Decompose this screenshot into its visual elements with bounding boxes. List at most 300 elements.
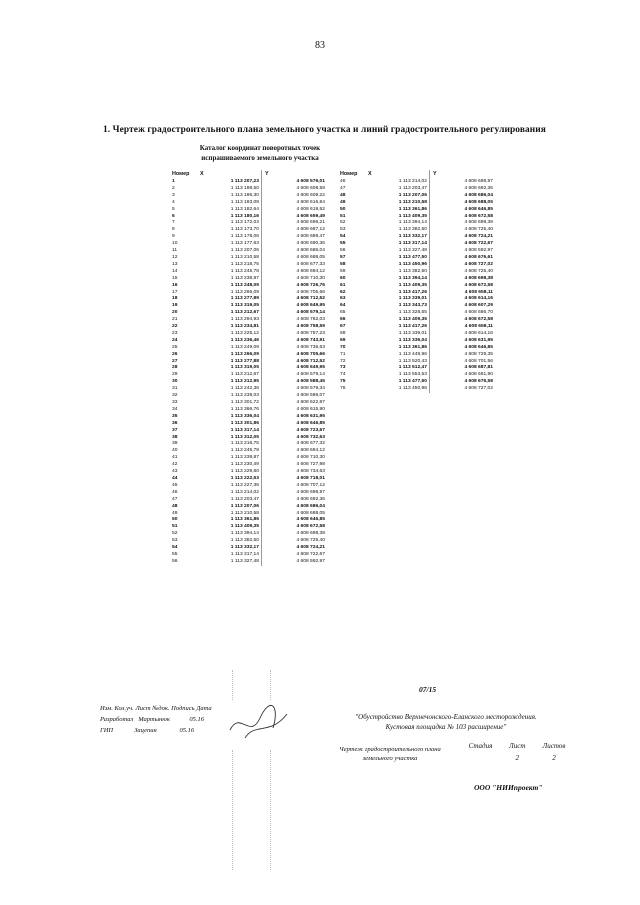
table-row [172,552,325,559]
x-coordinate: 1 113 294,93 [200,317,262,324]
point-number: 53 [340,227,346,233]
table-row [172,476,325,483]
point-number: 60 [340,275,346,281]
x-coordinate: 1 113 229,60 [200,469,262,476]
point-number: 18 [172,296,178,302]
y-coordinate: 4 608 734,63 [296,469,325,475]
point-number: 56 [172,558,178,564]
x-coordinate: 1 113 520,43 [368,359,430,366]
developer-name: Мартынюк [138,716,170,723]
y-coordinate: 4 608 579,34 [296,386,325,392]
x-coordinate: 1 113 449,96 [368,352,430,359]
header-x: X [368,170,430,179]
y-coordinate: 4 608 631,95 [464,337,493,343]
point-number: 35 [172,413,178,419]
y-coordinate: 4 608 646,85 [464,344,493,350]
drawing-name [315,745,465,763]
table-row [172,269,325,276]
y-coordinate: 4 608 698,38 [464,220,493,226]
table-row [172,421,325,428]
y-coordinate: 4 608 724,21 [464,234,493,240]
y-coordinate: 4 608 694,12 [296,448,325,454]
x-coordinate: 1 113 218,75 [200,262,262,269]
x-coordinate: 1 113 236,46 [200,338,262,345]
x-coordinate: 1 113 210,58 [368,200,430,207]
x-coordinate: 1 113 332,17 [200,545,262,552]
x-coordinate: 1 113 382,50 [368,227,430,234]
y-coordinate: 4 608 631,95 [296,413,325,419]
developer-row [100,714,212,725]
point-number: 72 [340,358,346,364]
y-coordinate: 4 608 676,61 [464,254,493,260]
y-coordinate: 4 608 725,40 [296,538,325,544]
y-coordinate: 4 608 677,33 [296,261,325,267]
sheet-values-row [463,754,572,762]
point-number: 28 [172,365,178,371]
y-coordinate: 4 608 743,91 [296,337,325,343]
point-number: 56 [340,248,346,254]
point-number: 68 [340,330,346,336]
y-coordinate: 4 608 658,11 [464,289,493,295]
divider-dots [232,670,234,700]
y-coordinate: 4 608 661,90 [464,372,493,378]
x-coordinate: 1 113 212,67 [200,310,262,317]
x-coordinate: 1 113 186,30 [200,193,262,200]
point-number: 62 [340,289,346,295]
table-row [172,283,325,290]
project-name [326,712,566,732]
y-coordinate: 4 608 710,30 [296,455,325,461]
sheets-label: Листов [542,742,566,750]
point-number: 5 [172,206,175,212]
x-coordinate: 1 113 277,88 [200,359,262,366]
organization-name: ООО "НИИпроект" [474,783,543,792]
point-number: 52 [340,220,346,226]
point-number: 30 [172,379,178,385]
point-number: 40 [172,448,178,454]
table-row [172,469,325,476]
x-coordinate: 1 113 312,05 [200,435,262,442]
point-number: 52 [172,531,178,537]
stamp-header-row: Изм. Кол.уч. Лист №док. Подпись Дата [100,705,212,712]
y-coordinate: 4 608 698,97 [464,179,493,184]
y-coordinate: 4 608 659,49 [296,213,325,219]
y-coordinate: 4 608 619,52 [296,206,325,212]
x-coordinate: 1 113 230,49 [200,462,262,469]
x-coordinate: 1 113 394,14 [368,276,430,283]
y-coordinate: 4 608 579,14 [296,372,325,378]
y-coordinate: 4 608 722,67 [296,551,325,557]
y-coordinate: 4 608 694,12 [296,268,325,274]
table-row [172,207,325,214]
y-coordinate: 4 608 592,97 [296,558,325,564]
point-number: 20 [172,310,178,316]
point-number: 21 [172,317,178,323]
point-number: 36 [172,420,178,426]
x-coordinate: 1 113 366,76 [200,407,262,414]
y-coordinate: 4 608 725,40 [464,227,493,233]
table-row [340,338,493,345]
y-coordinate: 4 608 762,03 [296,317,325,323]
y-coordinate: 4 608 688,05 [296,510,325,516]
point-number: 49 [340,199,346,205]
point-number: 26 [172,351,178,357]
x-coordinate: 1 113 245,78 [200,269,262,276]
page-number: 83 [315,40,325,51]
x-coordinate: 1 113 394,14 [368,220,430,227]
divider-dots [270,670,272,700]
point-number: 12 [172,254,178,260]
point-number: 17 [172,289,178,295]
x-coordinate: 1 113 343,73 [368,303,430,310]
x-coordinate: 1 113 242,36 [200,386,262,393]
point-number: 63 [340,296,346,302]
y-coordinate: 4 608 687,12 [296,227,325,233]
table-row [172,179,325,186]
x-coordinate: 1 113 227,36 [200,483,262,490]
x-coordinate: 1 113 301,86 [200,421,262,428]
y-coordinate: 4 608 586,07 [296,393,325,399]
point-number: 13 [172,261,178,267]
y-coordinate: 4 608 586,70 [464,310,493,316]
x-coordinate: 1 113 178,06 [200,234,262,241]
header-y: Y [265,171,269,178]
point-number: 27 [172,358,178,364]
x-coordinate: 1 113 214,02 [368,179,430,186]
x-coordinate: 1 113 210,58 [200,511,262,518]
point-number: 33 [172,400,178,405]
x-coordinate: 1 113 173,70 [200,227,262,234]
point-number: 6 [172,213,175,219]
point-number: 25 [172,344,178,350]
table-row [172,504,325,511]
gip-row [100,725,212,736]
x-coordinate: 1 113 301,72 [200,400,262,407]
table-row [340,276,493,283]
y-coordinate: 4 608 724,21 [296,545,325,551]
y-coordinate: 4 608 712,52 [296,296,325,302]
x-coordinate: 1 113 394,14 [200,531,262,538]
x-coordinate: 1 113 225,12 [200,331,262,338]
x-coordinate: 1 113 361,86 [368,207,430,214]
table-row [340,255,493,262]
y-coordinate: 4 608 729,35 [464,351,493,357]
x-coordinate: 1 113 317,14 [200,552,262,559]
y-coordinate: 4 608 732,63 [296,434,325,440]
x-coordinate: 1 113 266,09 [200,352,262,359]
point-number: 54 [172,545,178,551]
gip-date: 05.16 [179,727,195,734]
y-coordinate: 4 608 727,02 [464,261,493,267]
table-row [340,283,493,290]
point-number: 47 [172,496,178,502]
table-row [340,193,493,200]
table-row [172,490,325,497]
y-coordinate: 4 608 676,58 [464,379,493,385]
sheet-info [463,742,572,762]
point-number: 66 [340,317,346,323]
y-coordinate: 4 608 646,85 [464,206,493,212]
header-y: Y [433,171,437,178]
signature-block [100,703,212,736]
x-coordinate: 1 113 207,23 [200,179,262,186]
document-code: 07/15 [419,685,437,694]
table-row [340,331,493,338]
sheets-value: 2 [552,754,556,762]
point-number: 42 [172,462,178,468]
point-number: 10 [172,241,178,247]
point-number: 9 [172,234,175,240]
table-row [340,186,493,193]
handwritten-signature [225,700,295,745]
gip-role: ГИП [100,727,114,734]
point-number: 2 [172,185,175,191]
table-row [172,262,325,269]
y-coordinate: 4 608 707,12 [296,482,325,488]
x-coordinate: 1 113 245,78 [200,448,262,455]
x-coordinate: 1 113 327,48 [368,248,430,255]
point-number: 57 [340,254,346,260]
y-coordinate: 4 608 727,02 [464,386,493,392]
point-number: 15 [172,275,178,281]
point-number: 24 [172,337,178,343]
point-number: 75 [340,379,346,385]
table-row [172,407,325,414]
stage-label: Стадия [468,742,493,750]
drawing-name-line-2: земельного участка [362,755,418,762]
coordinates-table-right [340,170,493,393]
point-number: 67 [340,324,346,330]
y-coordinate: 4 608 672,58 [464,282,493,288]
point-number: 53 [172,538,178,544]
y-coordinate: 4 608 718,01 [296,475,325,481]
point-number: 23 [172,330,178,336]
point-number: 54 [340,234,346,240]
x-coordinate: 1 113 188,50 [200,186,262,193]
y-coordinate: 4 608 677,32 [296,441,325,447]
x-coordinate: 1 113 277,89 [200,296,262,303]
x-coordinate: 1 113 361,86 [368,345,430,352]
x-coordinate: 1 113 234,81 [200,324,262,331]
x-coordinate: 1 113 336,04 [200,414,262,421]
y-coordinate: 4 608 616,84 [296,199,325,205]
table-row [172,400,325,407]
point-number: 50 [172,517,178,523]
point-number: 69 [340,337,346,343]
x-coordinate: 1 113 238,87 [200,455,262,462]
y-coordinate: 4 608 592,97 [464,248,493,254]
point-number: 71 [340,351,346,357]
y-coordinate: 4 608 723,67 [296,427,325,433]
header-number: Номер [172,171,190,178]
point-number: 46 [172,489,178,495]
y-coordinate: 4 608 672,58 [464,213,493,219]
point-number: 49 [172,510,178,516]
x-coordinate: 1 113 417,26 [368,324,430,331]
sheet-label: Лист [509,742,526,750]
y-coordinate: 4 608 576,01 [296,179,325,184]
table-row [172,248,325,255]
x-coordinate: 1 113 238,87 [200,276,262,283]
coordinates-table-left [172,170,325,566]
x-coordinate: 1 113 339,01 [368,331,430,338]
y-coordinate: 4 608 646,85 [296,517,325,523]
point-number: 1 [172,179,175,184]
x-coordinate: 1 113 512,47 [368,365,430,372]
point-number: 16 [172,282,178,288]
point-number: 39 [172,441,178,447]
table-body-right [340,179,493,393]
x-coordinate: 1 113 222,53 [200,476,262,483]
point-number: 34 [172,406,178,412]
point-number: 59 [340,268,346,274]
y-coordinate: 4 608 698,38 [296,531,325,537]
x-coordinate: 1 113 203,47 [200,497,262,504]
point-number: 55 [340,241,346,247]
y-coordinate: 4 608 722,67 [464,241,493,247]
table-row [172,559,325,566]
y-coordinate: 4 608 658,11 [464,324,493,330]
table-body-left [172,179,325,566]
x-coordinate: 1 113 319,05 [200,303,262,310]
drawing-name-line-1: Чертеж градостроительного плана [339,746,441,753]
x-coordinate: 1 113 249,09 [200,345,262,352]
x-coordinate: 1 113 177,63 [200,241,262,248]
x-coordinate: 1 113 182,64 [200,207,262,214]
point-number: 65 [340,310,346,316]
y-coordinate: 4 608 698,38 [464,275,493,281]
y-coordinate: 4 608 588,45 [296,379,325,385]
table-row [172,317,325,324]
y-coordinate: 4 608 687,81 [464,365,493,371]
table-row [172,545,325,552]
table-row [172,428,325,435]
point-number: 48 [340,192,346,198]
table-row [172,497,325,504]
y-coordinate: 4 608 705,66 [296,351,325,357]
y-coordinate: 4 608 758,59 [296,324,325,330]
table-row [340,386,493,393]
y-coordinate: 4 608 696,21 [296,220,325,226]
table-row [172,414,325,421]
x-coordinate: 1 113 336,04 [368,338,430,345]
y-coordinate: 4 608 698,97 [296,489,325,495]
x-coordinate: 1 113 180,16 [200,214,262,221]
y-coordinate: 4 608 701,56 [464,358,493,364]
point-number: 37 [172,427,178,433]
y-coordinate: 4 608 686,04 [296,248,325,254]
y-coordinate: 4 608 608,59 [296,185,325,191]
document-title: 1. Чертеж градостроительного плана земельного участка и линий градостроительного регулирования [103,125,546,135]
x-coordinate: 1 113 553,53 [368,372,430,379]
y-coordinate: 4 608 688,05 [464,199,493,205]
x-coordinate: 1 113 450,96 [368,386,430,393]
point-number: 74 [340,372,346,378]
table-row [172,255,325,262]
point-number: 7 [172,220,175,226]
point-number: 29 [172,372,178,378]
table-row [340,352,493,359]
y-coordinate: 4 608 689,47 [296,234,325,240]
table-row [172,352,325,359]
divider-dots [232,750,234,870]
x-coordinate: 1 113 210,58 [200,255,262,262]
table-row [172,345,325,352]
header-x: X [200,170,262,179]
point-number: 11 [172,248,178,254]
point-number: 64 [340,303,346,309]
point-number: 31 [172,386,178,392]
x-coordinate: 1 113 327,48 [200,559,262,566]
point-number: 8 [172,227,175,233]
table-row [172,483,325,490]
point-number: 14 [172,268,178,274]
table-row [340,207,493,214]
x-coordinate: 1 113 382,50 [200,538,262,545]
x-coordinate: 1 113 207,06 [200,248,262,255]
x-coordinate: 1 113 212,67 [200,372,262,379]
x-coordinate: 1 113 450,96 [368,262,430,269]
point-number: 43 [172,469,178,475]
sheet-labels-row [463,742,572,750]
table-row [340,345,493,352]
catalog-title-line-2: испрашиваемого земельного участка [201,154,319,162]
y-coordinate: 4 608 622,87 [296,400,325,405]
y-coordinate: 4 608 614,16 [464,296,493,302]
developer-role: Разработал [100,716,134,723]
table-row [340,324,493,331]
project-name-line-1: "Обустройство Верхнечонского-Еланского месторождения. [355,713,537,721]
table-row [172,338,325,345]
point-number: 55 [172,551,178,557]
x-coordinate: 1 113 207,06 [200,504,262,511]
y-coordinate: 4 608 688,05 [296,254,325,260]
x-coordinate: 1 113 382,50 [368,269,430,276]
x-coordinate: 1 113 183,08 [200,200,262,207]
y-coordinate: 4 608 727,98 [296,462,325,468]
point-number: 38 [172,434,178,440]
y-coordinate: 4 608 649,95 [296,365,325,371]
point-number: 76 [340,386,346,392]
table-row [172,331,325,338]
point-number: 73 [340,365,346,371]
x-coordinate: 1 113 203,47 [368,186,430,193]
project-name-line-2: Кустовая площадка № 103 расширение" [385,723,507,731]
point-number: 44 [172,475,178,481]
catalog-title-line-1: Каталог координат поворотных точек [199,144,321,152]
developer-date: 05.16 [189,716,204,723]
x-coordinate: 1 113 409,35 [368,214,430,221]
y-coordinate: 4 608 615,90 [296,406,325,412]
y-coordinate: 4 608 672,58 [464,317,493,323]
table-row [172,200,325,207]
x-coordinate: 1 113 172,03 [200,220,262,227]
y-coordinate: 4 608 757,23 [296,330,325,336]
x-coordinate: 1 113 477,50 [368,255,430,262]
x-coordinate: 1 113 248,09 [200,283,262,290]
point-number: 48 [172,503,178,509]
y-coordinate: 4 608 692,36 [464,185,493,191]
x-coordinate: 1 113 319,05 [200,365,262,372]
table-row [340,269,493,276]
sheet-value: 2 [515,754,519,762]
x-coordinate: 1 113 216,75 [200,441,262,448]
point-number: 61 [340,282,346,288]
point-number: 45 [172,482,178,488]
x-coordinate: 1 113 317,14 [200,428,262,435]
table-row [172,193,325,200]
y-coordinate: 4 608 614,16 [464,330,493,336]
